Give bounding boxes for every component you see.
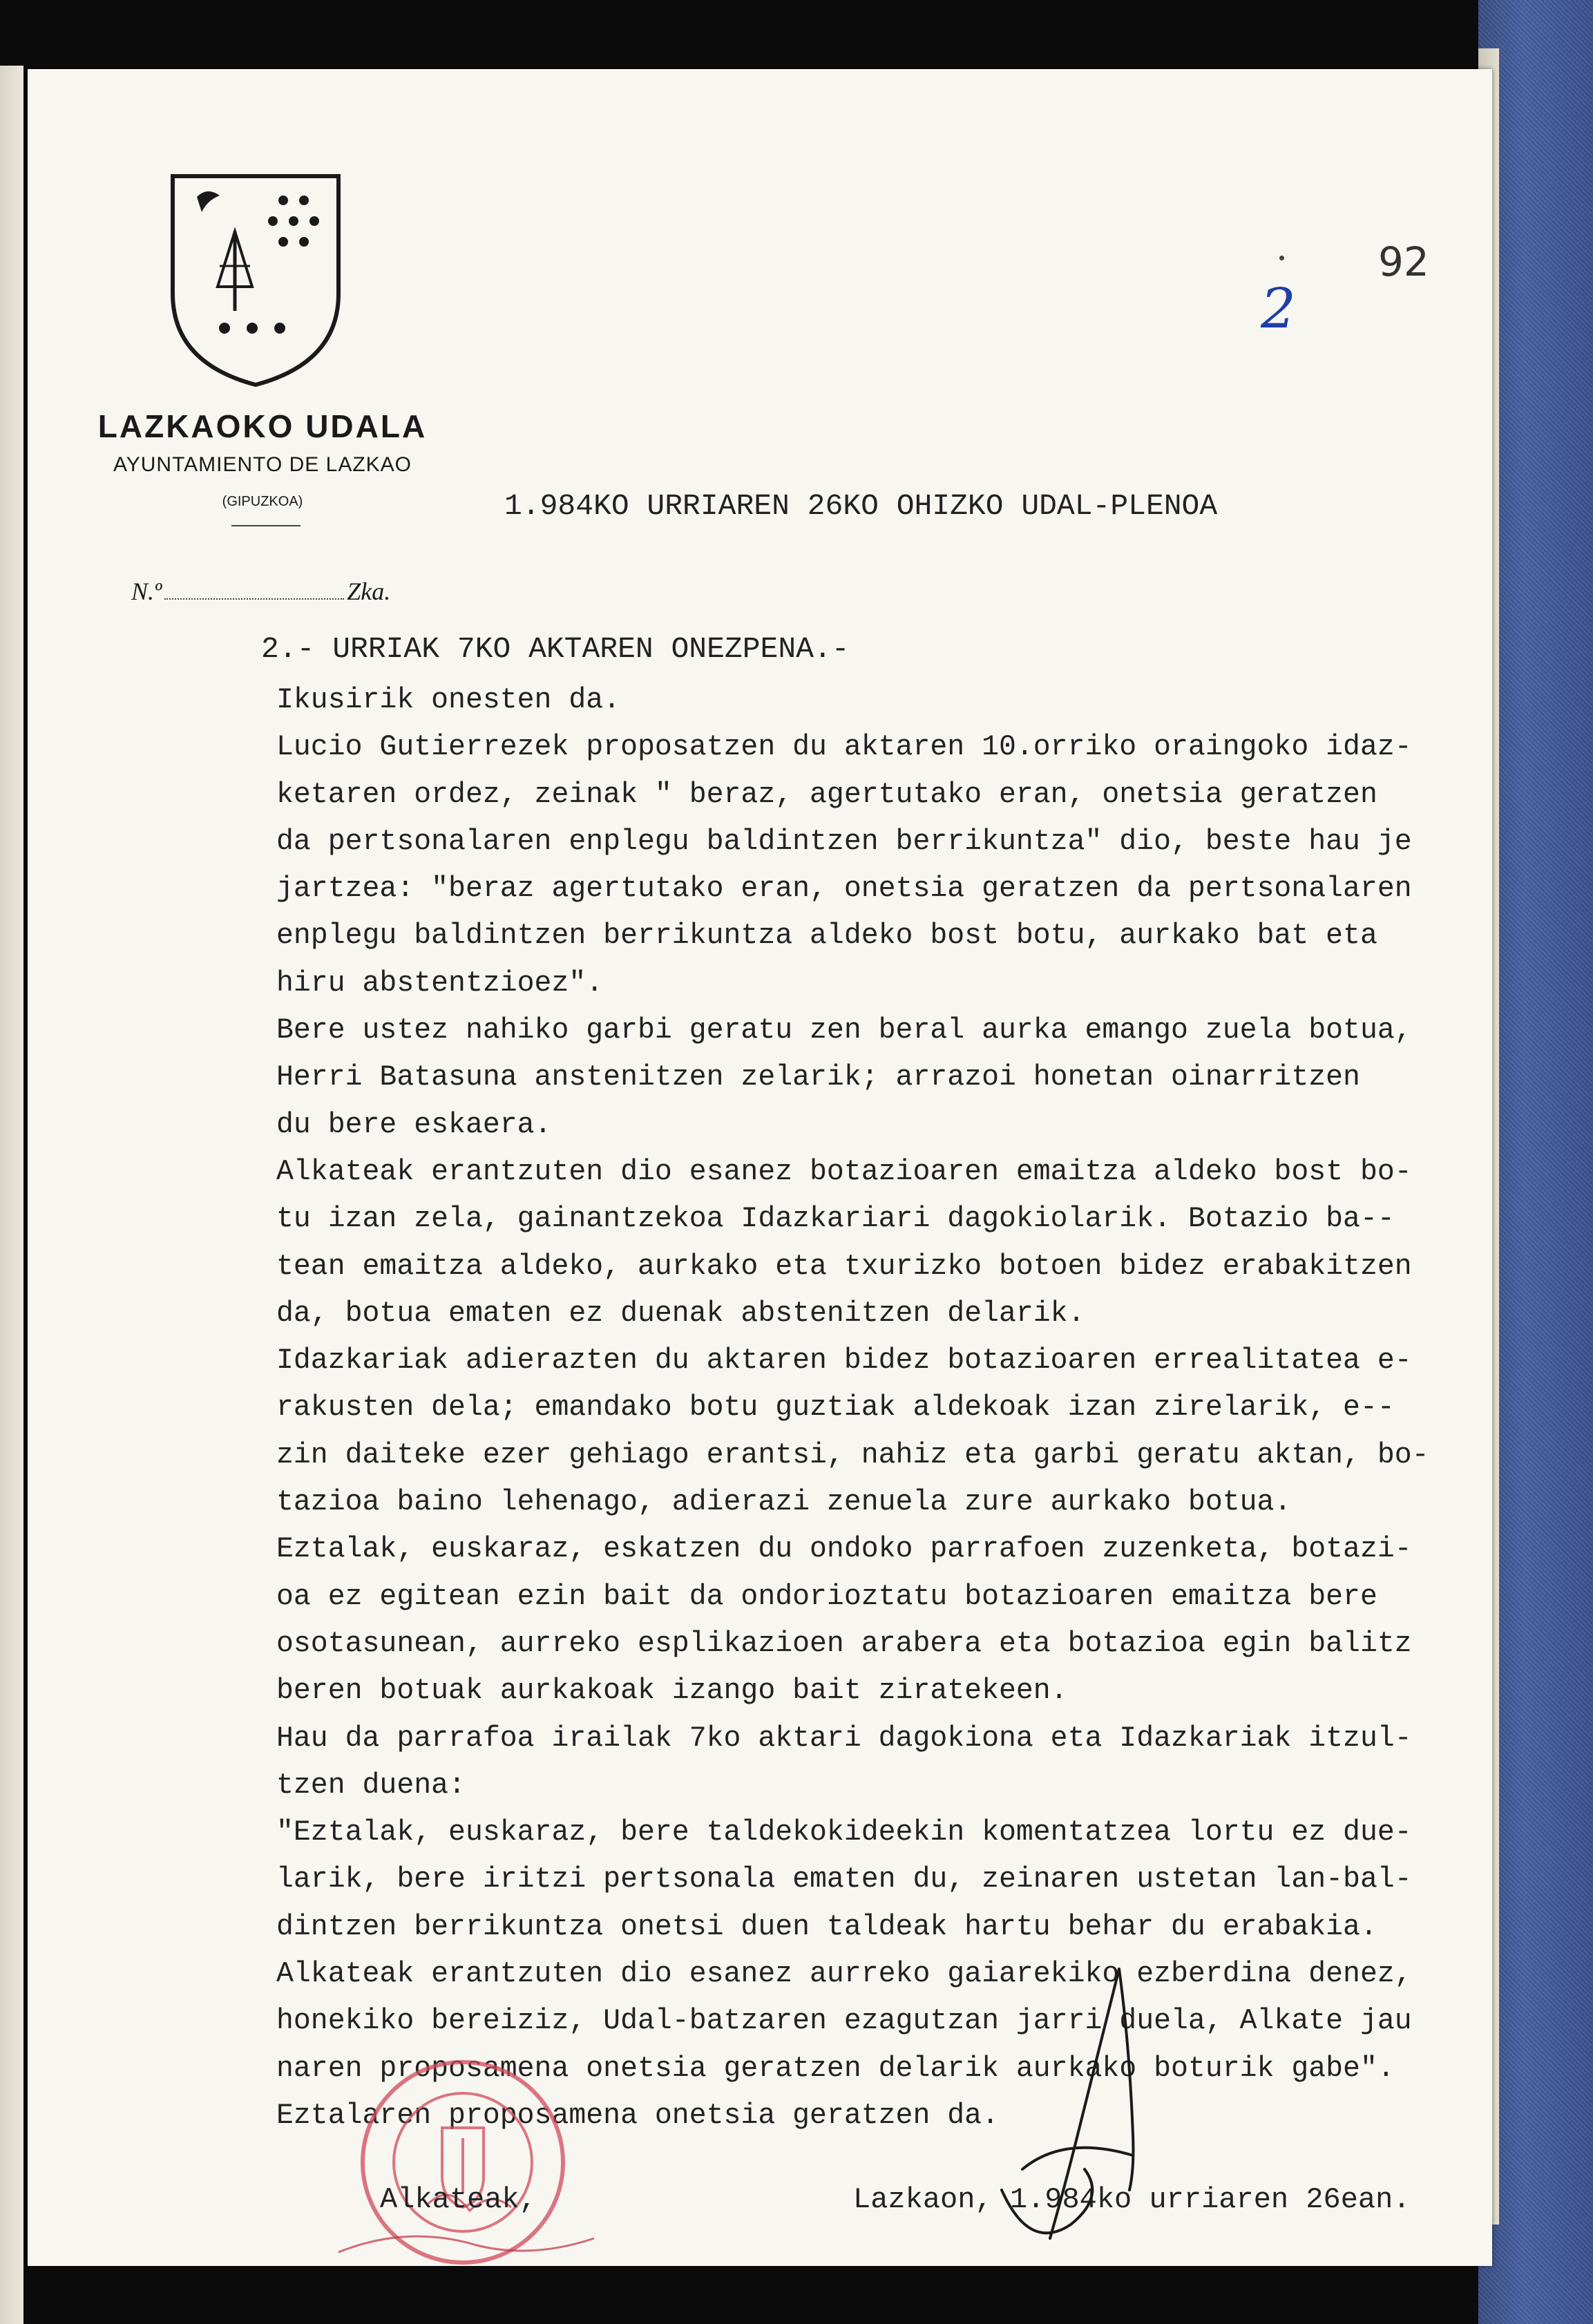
body-line: Alkateak erantzuten dio esanez botazioaren emaitza aldeko bost bo- bbox=[276, 1155, 1412, 1188]
body-line: beren botuak aurkakoak izango bait ziratekeen. bbox=[276, 1675, 1068, 1708]
body-line: rakusten dela; emandako botu guztiak aldekoak izan zirelarik, e-- bbox=[276, 1391, 1395, 1425]
body-line: da, botua ematen ez duenak abstenitzen delarik. bbox=[276, 1297, 1085, 1330]
minutes-body bbox=[276, 677, 1513, 2140]
body-line: tean emaitza aldeko, aurkako eta txurizko botoen bidez erabakitzen bbox=[276, 1250, 1412, 1283]
body-line: tu izan zela, gainantzekoa Idazkariari dagokiolarik. Botazio ba-- bbox=[276, 1203, 1395, 1236]
body-line: dintzen berrikuntza onetsi duen taldeak hartu behar du erabakia. bbox=[276, 1910, 1377, 1943]
organization-name: LAZKAOKO UDALA bbox=[97, 408, 428, 444]
body-line: Alkateak erantzuten dio esanez aurreko gaiarekiko ezberdina denez, bbox=[276, 1958, 1412, 1991]
document-page bbox=[28, 69, 1492, 2266]
page-number: 92 bbox=[1378, 238, 1429, 285]
handwritten-mark: 2 bbox=[1261, 276, 1296, 341]
reference-suffix: Zka. bbox=[347, 578, 391, 605]
body-line: Eztalak, euskaraz, eskatzen du ondoko parrafoen zuzenketa, botazi- bbox=[276, 1533, 1412, 1566]
body-line: honekiko bereiziz, Udal-batzaren ezagutzan jarri duela, Alkate jau bbox=[276, 2005, 1412, 2038]
closing-place-date: Lazkaon, 1.984ko urriaren 26ean. bbox=[853, 2183, 1411, 2216]
body-line: tzen duena: bbox=[276, 1769, 466, 1802]
closing-mayor-label: Alkateak, bbox=[380, 2183, 537, 2216]
reference-prefix: N.º bbox=[131, 578, 162, 605]
organization-subtitle: AYUNTAMIENTO DE LAZKAO bbox=[113, 453, 412, 476]
previous-page-edge bbox=[0, 66, 23, 2324]
body-line: tazioa baino lehenago, adierazi zenuela zure aurkako botua. bbox=[276, 1486, 1292, 1519]
handwritten-signature bbox=[981, 1962, 1188, 2259]
municipal-seal-stamp bbox=[325, 2052, 601, 2280]
body-line: Lucio Gutierrezek proposatzen du aktaren 10.orriko oraingoko idaz- bbox=[276, 731, 1412, 764]
municipal-crest-icon bbox=[166, 169, 345, 390]
body-line: "Eztalak, euskaraz, bere taldekokideekin komentatzea lortu ez due- bbox=[276, 1816, 1412, 1849]
body-line: Hau da parrafoa irailak 7ko aktari dagokiona eta Idazkariak itzul- bbox=[276, 1722, 1412, 1755]
body-line: oa ez egitean ezin bait da ondorioztatu botazioaren emaitza bere bbox=[276, 1580, 1377, 1613]
agenda-item-heading: 2.- URRIAK 7KO AKTAREN ONEZPENA.- bbox=[261, 632, 850, 666]
body-line: enplegu baldintzen berrikuntza aldeko bost botu, aurkako bat eta bbox=[276, 920, 1377, 953]
body-line: ketaren ordez, zeinak " beraz, agertutako eran, onetsia geratzen bbox=[276, 778, 1377, 811]
organization-region: (GIPUZKOA) bbox=[222, 494, 303, 509]
reference-number-row bbox=[131, 577, 390, 606]
body-line: naren proposamena onetsia geratzen delarik aurkako boturik gabe". bbox=[276, 2052, 1395, 2085]
body-line: zin daiteke ezer gehiago erantsi, nahiz eta garbi geratu aktan, bo- bbox=[276, 1438, 1429, 1471]
body-line: Bere ustez nahiko garbi geratu zen beral aurka emango zuela botua, bbox=[276, 1014, 1412, 1047]
reference-blank bbox=[164, 598, 344, 600]
body-line: Idazkariak adierazten du aktaren bidez botazioaren errealitatea e- bbox=[276, 1344, 1412, 1378]
document-title: 1.984KO URRIAREN 26KO OHIZKO UDAL-PLENOA bbox=[504, 489, 1218, 523]
body-line: larik, bere iritzi pertsonala ematen du, zeinaren ustetan lan-bal- bbox=[276, 1863, 1412, 1896]
pencil-dot bbox=[1279, 256, 1284, 260]
body-line: du bere eskaera. bbox=[276, 1108, 552, 1141]
body-line: Ikusirik onesten da. bbox=[276, 684, 621, 716]
body-line: da pertsonalaren enplegu baldintzen berrikuntza" dio, beste hau je bbox=[276, 825, 1412, 858]
body-line: hiru abstentzioez". bbox=[276, 966, 604, 1000]
body-line: jartzea: "beraz agertutako eran, onetsia geratzen da pertsonalaren bbox=[276, 873, 1412, 906]
body-line: Herri Batasuna anstenitzen zelarik; arrazoi honetan oinarritzen bbox=[276, 1061, 1360, 1094]
header-divider bbox=[231, 525, 301, 526]
body-line: Eztalaren proposamena onetsia geratzen da. bbox=[276, 2099, 999, 2132]
body-line: osotasunean, aurreko esplikazioen arabera eta botazioa egin balitz bbox=[276, 1627, 1412, 1660]
